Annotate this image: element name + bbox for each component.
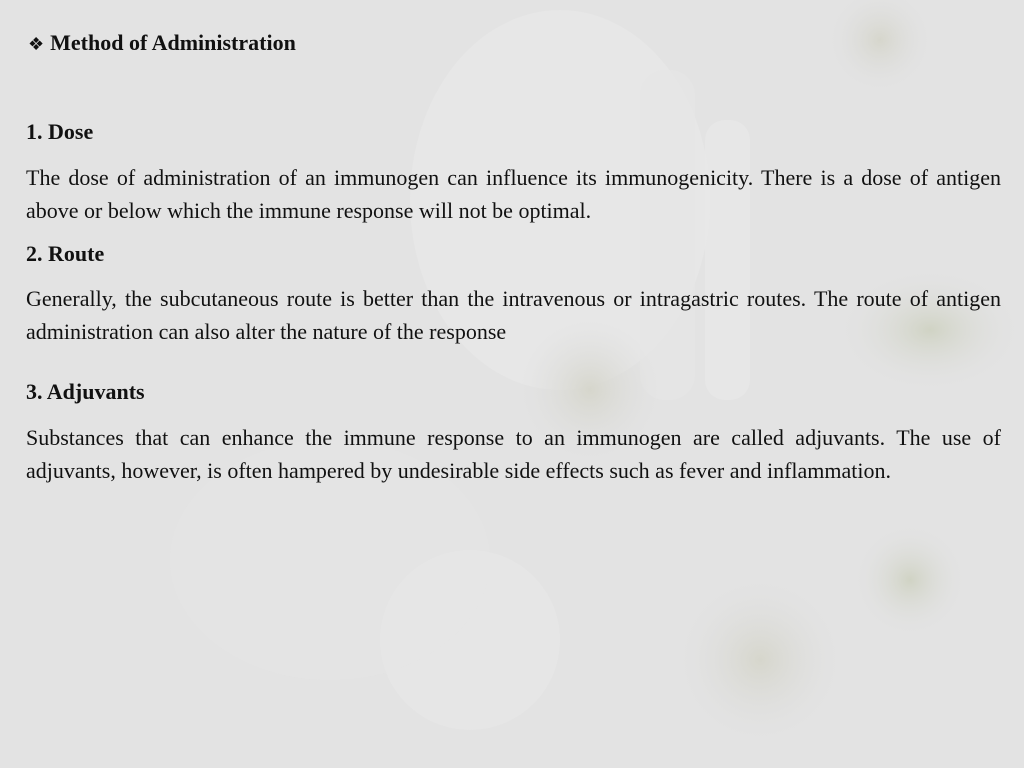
slide-title-text: Method of Administration	[50, 30, 296, 55]
section-text-route: Generally, the subcutaneous route is better than the intravenous or intragastric routes. The route of antigen administration can also alter the nature of the response	[26, 286, 1001, 344]
section-text-adjuvants: Substances that can enhance the immune response to an immunogen are called adjuvants. The use of adjuvants, however, is often hampered by undesirable side effects such as fever and inflammation.	[26, 425, 1001, 483]
section-heading-adjuvants: 3. Adjuvants	[26, 379, 145, 404]
section-text-dose: The dose of administration of an immunogen can influence its immunogenicity. There is a dose of antigen above or below which the immune response will not be optimal.	[26, 165, 1001, 223]
section-heading-dose: 1. Dose	[26, 119, 94, 144]
slide-title	[28, 28, 296, 59]
section-heading-route: 2. Route	[26, 241, 105, 266]
diamond-bullet-icon: ❖	[28, 34, 45, 54]
